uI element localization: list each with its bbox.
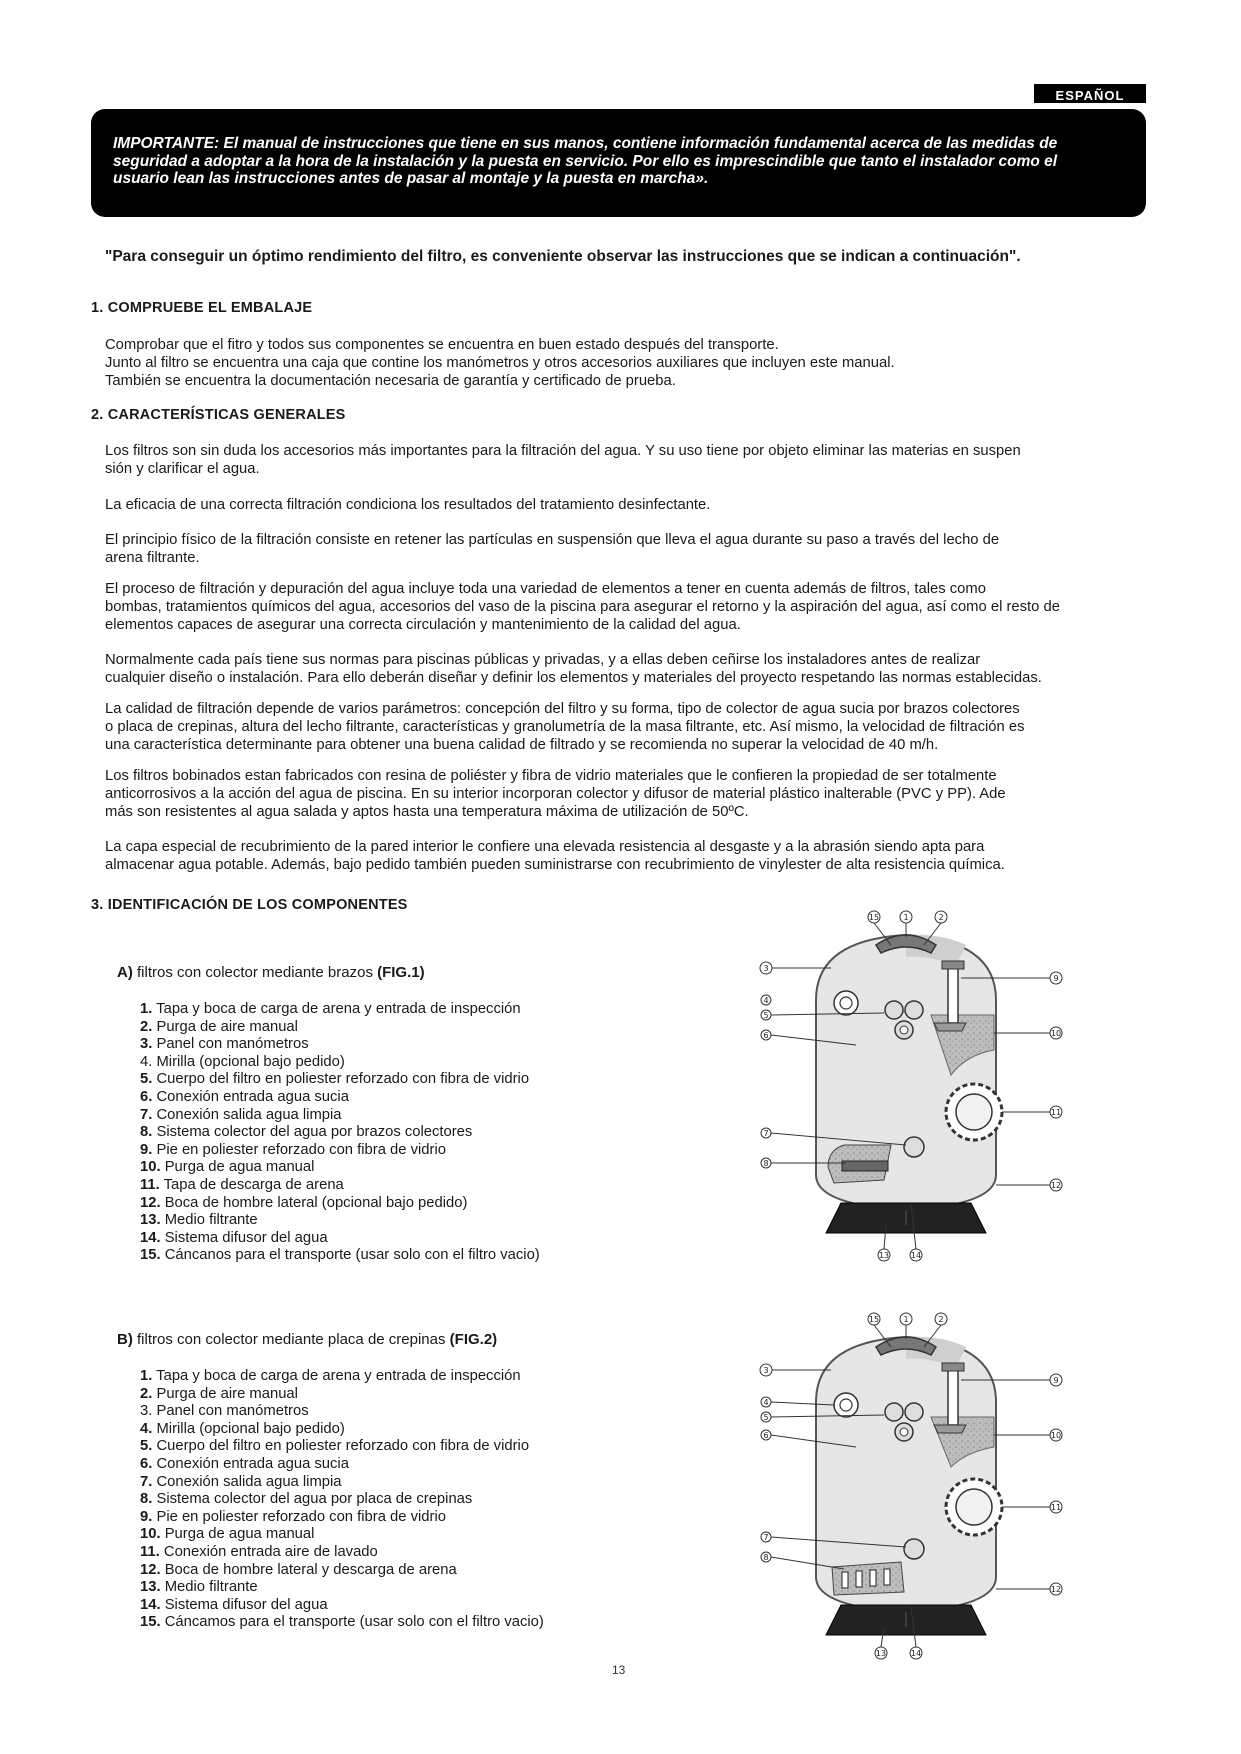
callout: 15 [868,913,880,922]
language-tab: ESPAÑOL [1034,84,1146,103]
text-line: anticorrosivos a la acción del agua de piscina. En su interior incorporan colector y difusor de material plástico inalterable (PVC y PP). Ade [105,786,1006,802]
text-line: La capa especial de recubrimiento de la pared interior le confiere una elevada resistencia al desgaste y a la abrasión siendo apta para [105,839,985,855]
item-number: 8. [140,1124,153,1141]
subsection-letter: A) [117,964,133,981]
subsection-b-title [117,1331,497,1348]
callout: 12 [1050,1181,1062,1190]
list-item [140,1019,540,1037]
item-number: 8. [140,1491,153,1508]
paragraph [105,651,1145,687]
item-text: Purga de aire manual [152,1385,298,1402]
important-line: usuario lean las instrucciones antes de pasar al montaje y la puesta en marcha». [113,170,709,187]
item-number: 6. [140,1455,153,1472]
item-text: Tapa y boca de carga de arena y entrada de inspección [152,1368,521,1384]
text-line: Normalmente cada país tiene sus normas para piscinas públicas y privadas, y a ellas deben ceñirse los instaladores antes de realizar [105,652,981,668]
paragraph [105,442,1145,478]
callout: 6 [763,1031,769,1040]
item-text: Medio filtrante [160,1579,258,1596]
item-text: Tapa y boca de carga de arena y entrada de inspección [152,1001,521,1017]
item-text: Conexión salida agua limpia [152,1473,342,1490]
list-item [140,1368,544,1386]
list-item [140,1438,544,1456]
list-item [140,1614,544,1632]
item-text: Tapa de descarga de arena [159,1176,344,1193]
important-notice [91,109,1146,217]
text-line: Los filtros son sin duda los accesorios más importantes para la filtración del agua. Y su uso tiene por objeto eliminar las materias en suspen [105,443,1021,459]
callout: 5 [763,1011,769,1020]
paragraph [105,767,1145,821]
callout: 9 [1053,1376,1059,1385]
callout: 14 [910,1251,922,1260]
item-text: Cáncamos para el transporte (usar solo con el filtro vacio) [160,1614,544,1631]
item-text: Mirilla (opcional bajo pedido) [152,1420,345,1437]
item-text: Conexión entrada agua sucia [152,1088,349,1105]
item-text: Sistema colector del agua por placa de crepinas [152,1491,473,1508]
item-number: 12. [140,1194,161,1211]
list-item [140,1597,544,1615]
text-line: o placa de crepinas, altura del lecho filtrante, características y granolumetría de la masa filtrante, etc. Así mismo, la velocidad de filtración es [105,719,1025,735]
list-item [140,1107,540,1125]
item-number: 1. [140,1368,153,1384]
list-item [140,1474,544,1492]
item-number: 9. [140,1141,153,1158]
list-item [140,1456,544,1474]
list-item [140,1142,540,1160]
item-number: 3. [140,1036,153,1053]
item-text: Cuerpo del filtro en poliester reforzado con fibra de vidrio [152,1071,530,1088]
subsection-letter: B) [117,1331,133,1348]
figure-reference: (FIG.2) [449,1331,498,1348]
callout: 2 [938,913,944,922]
item-number: 14. [140,1229,161,1246]
list-item [140,1509,544,1527]
item-text: Cuerpo del filtro en poliester reforzado con fibra de vidrio [152,1438,530,1455]
item-text: Medio filtrante [160,1212,258,1229]
list-item [140,1491,544,1509]
list-item [140,1054,540,1072]
item-number: 12. [140,1561,161,1578]
item-number: 11. [140,1543,160,1560]
list-item [140,1579,544,1597]
callout: 10 [1050,1431,1062,1440]
callout: 13 [878,1251,890,1260]
text-line: Los filtros bobinados estan fabricados con resina de poliéster y fibra de vidrio materiales que le confieren la propiedad de ser totalmente [105,768,997,784]
important-line: IMPORTANTE: El manual de instrucciones que tiene en sus manos, contiene información fundamental acerca de las medidas de [113,135,1058,152]
important-line: seguridad a adoptar a la hora de la instalación y la puesta en servicio. Por ello es imprescindible que tanto el instalador como el [113,152,1058,170]
paragraph [105,496,1145,514]
text-line: almacenar agua potable. Además, bajo pedido también pueden suministrarse con recubrimiento de vinylester de alta resistencia química. [105,857,1005,873]
components-list-a [140,1001,540,1265]
subsection-text: filtros con colector mediante brazos [132,964,378,981]
callout: 3 [763,1366,769,1375]
callout: 5 [763,1413,769,1422]
section-3-heading: 3. IDENTIFICACIÓN DE LOS COMPONENTES [91,897,408,913]
section-1-text [105,336,1145,390]
text-line: El proceso de filtración y depuración del agua incluye toda una variedad de elementos a tener en cuenta además de filtros, tales como [105,581,986,597]
callout: 12 [1050,1585,1062,1594]
paragraph [105,531,1145,567]
list-item [140,1386,544,1404]
item-number: 7. [140,1473,153,1490]
paragraph [105,838,1145,874]
item-text: Conexión salida agua limpia [152,1106,342,1123]
intro-statement: "Para conseguir un óptimo rendimiento del filtro, es conveniente observar las instrucciones que se indican a continuación". [105,248,1021,265]
list-item [140,1247,540,1265]
callout: 14 [910,1649,922,1658]
list-item [140,1403,544,1421]
item-number: 15. [140,1247,161,1264]
item-text: Boca de hombre lateral (opcional bajo pedido) [160,1194,468,1211]
item-text: Panel con manómetros [152,1036,309,1053]
subsection-text: filtros con colector mediante placa de crepinas [132,1331,450,1348]
item-text: Cáncanos para el transporte (usar solo con el filtro vacio) [160,1247,540,1264]
callout: 15 [868,1315,880,1324]
text-line: Comprobar que el fitro y todos sus componentes se encuentra en buen estado después del transporte. [105,337,779,353]
callout: 7 [763,1533,769,1542]
item-number: 5. [140,1438,153,1455]
text-line: sión y clarificar el agua. [105,461,260,477]
item-number: 13. [140,1212,161,1229]
item-text: Sistema difusor del agua [160,1229,328,1246]
text-line: También se encuentra la documentación necesaria de garantía y certificado de prueba. [105,373,676,389]
item-text: Purga de agua manual [160,1526,315,1543]
list-item [140,1212,540,1230]
list-item [140,1195,540,1213]
section-1-heading: 1. COMPRUEBE EL EMBALAJE [91,300,313,316]
callout: 11 [1050,1503,1062,1512]
item-number: 2. [140,1385,153,1402]
subsection-a-title [117,964,425,981]
text-line: una característica determinante para obtener una buena calidad de filtrado y se recomienda no superar la velocidad de 40 m/h. [105,737,939,753]
item-number: 10. [140,1159,161,1176]
callout: 8 [763,1159,769,1168]
components-list-b [140,1368,544,1632]
list-item [140,1089,540,1107]
callout: 11 [1050,1108,1062,1117]
item-number: 7. [140,1106,153,1123]
text-line: La eficacia de una correcta filtración condiciona los resultados del tratamiento desinfectante. [105,497,711,513]
item-number: 6. [140,1088,153,1105]
list-item [140,1544,544,1562]
item-number: 15. [140,1614,161,1631]
page-number: 13 [612,1663,626,1677]
item-text: Conexión entrada aire de lavado [159,1543,378,1560]
item-text: Pie en poliester reforzado con fibra de vidrio [152,1508,446,1525]
item-text: 4. Mirilla (opcional bajo pedido) [140,1053,345,1070]
item-number: 11. [140,1176,160,1193]
callout: 4 [763,1398,769,1407]
item-number: 13. [140,1579,161,1596]
text-line: elementos capaces de asegurar una correcta circulación y mantenimiento de la calidad del agua. [105,617,741,633]
callout: 10 [1050,1029,1062,1038]
figure-reference: (FIG.1) [377,964,425,981]
list-item [140,1562,544,1580]
item-number: 10. [140,1526,161,1543]
list-item [140,1159,540,1177]
list-item [140,1036,540,1054]
item-text: Purga de agua manual [160,1159,315,1176]
section-2-heading: 2. CARACTERÍSTICAS GENERALES [91,407,346,423]
list-item [140,1071,540,1089]
item-text: Boca de hombre lateral y descarga de arena [160,1561,457,1578]
callout: 13 [875,1649,887,1658]
item-text: Sistema colector del agua por brazos colectores [152,1124,473,1141]
item-number: 14. [140,1596,161,1613]
text-line: El principio físico de la filtración consiste en retener las partículas en suspensión que lleva el agua durante su paso a través del lecho de [105,532,1000,548]
item-number: 2. [140,1018,153,1035]
paragraph [105,580,1145,634]
list-item [140,1001,540,1019]
item-text: Purga de aire manual [152,1018,298,1035]
list-item [140,1526,544,1544]
item-text: Sistema difusor del agua [160,1596,328,1613]
item-number: 9. [140,1508,153,1525]
text-line: cualquier diseño o instalación. Para ello deberán diseñar y definir los elementos y materiales del proyecto respetando las normas establecidas. [105,670,1042,686]
list-item [140,1230,540,1248]
callout: 9 [1053,974,1059,983]
callout: 6 [763,1431,769,1440]
callout: 8 [763,1553,769,1562]
text-line: bombas, tratamientos químicos del agua, accesorios del vaso de la piscina para asegurar el retorno y la aspiración del agua, así como el resto de [105,599,1060,615]
list-item [140,1421,544,1439]
item-text: Pie en poliester reforzado con fibra de vidrio [152,1141,446,1158]
item-number: 5. [140,1071,153,1088]
text-line: arena filtrante. [105,550,200,566]
callout: 3 [763,964,769,973]
callout: 4 [763,996,769,1005]
text-line: más son resistentes al agua salada y aptos hasta una temperatura máxima de utilización de 50ºC. [105,804,749,820]
list-item [140,1177,540,1195]
callout: 7 [763,1129,769,1138]
text-line: La calidad de filtración depende de varios parámetros: concepción del filtro y su forma, tipo de colector de agua sucia por brazos colectores [105,701,1020,717]
callout: 1 [903,913,909,922]
item-number: 4. [140,1420,153,1437]
item-number: 1. [140,1001,153,1017]
item-text: 3. Panel con manómetros [140,1403,309,1420]
list-item [140,1124,540,1142]
filter-diagram-fig1 [756,905,1076,1265]
item-text: Conexión entrada agua sucia [152,1455,349,1472]
paragraph [105,700,1145,754]
callout: 1 [903,1315,909,1324]
filter-diagram-fig2 [756,1307,1076,1667]
text-line: Junto al filtro se encuentra una caja que contine los manómetros y otros accesorios auxiliares que incluyen este manual. [105,355,895,371]
callout: 2 [938,1315,944,1324]
